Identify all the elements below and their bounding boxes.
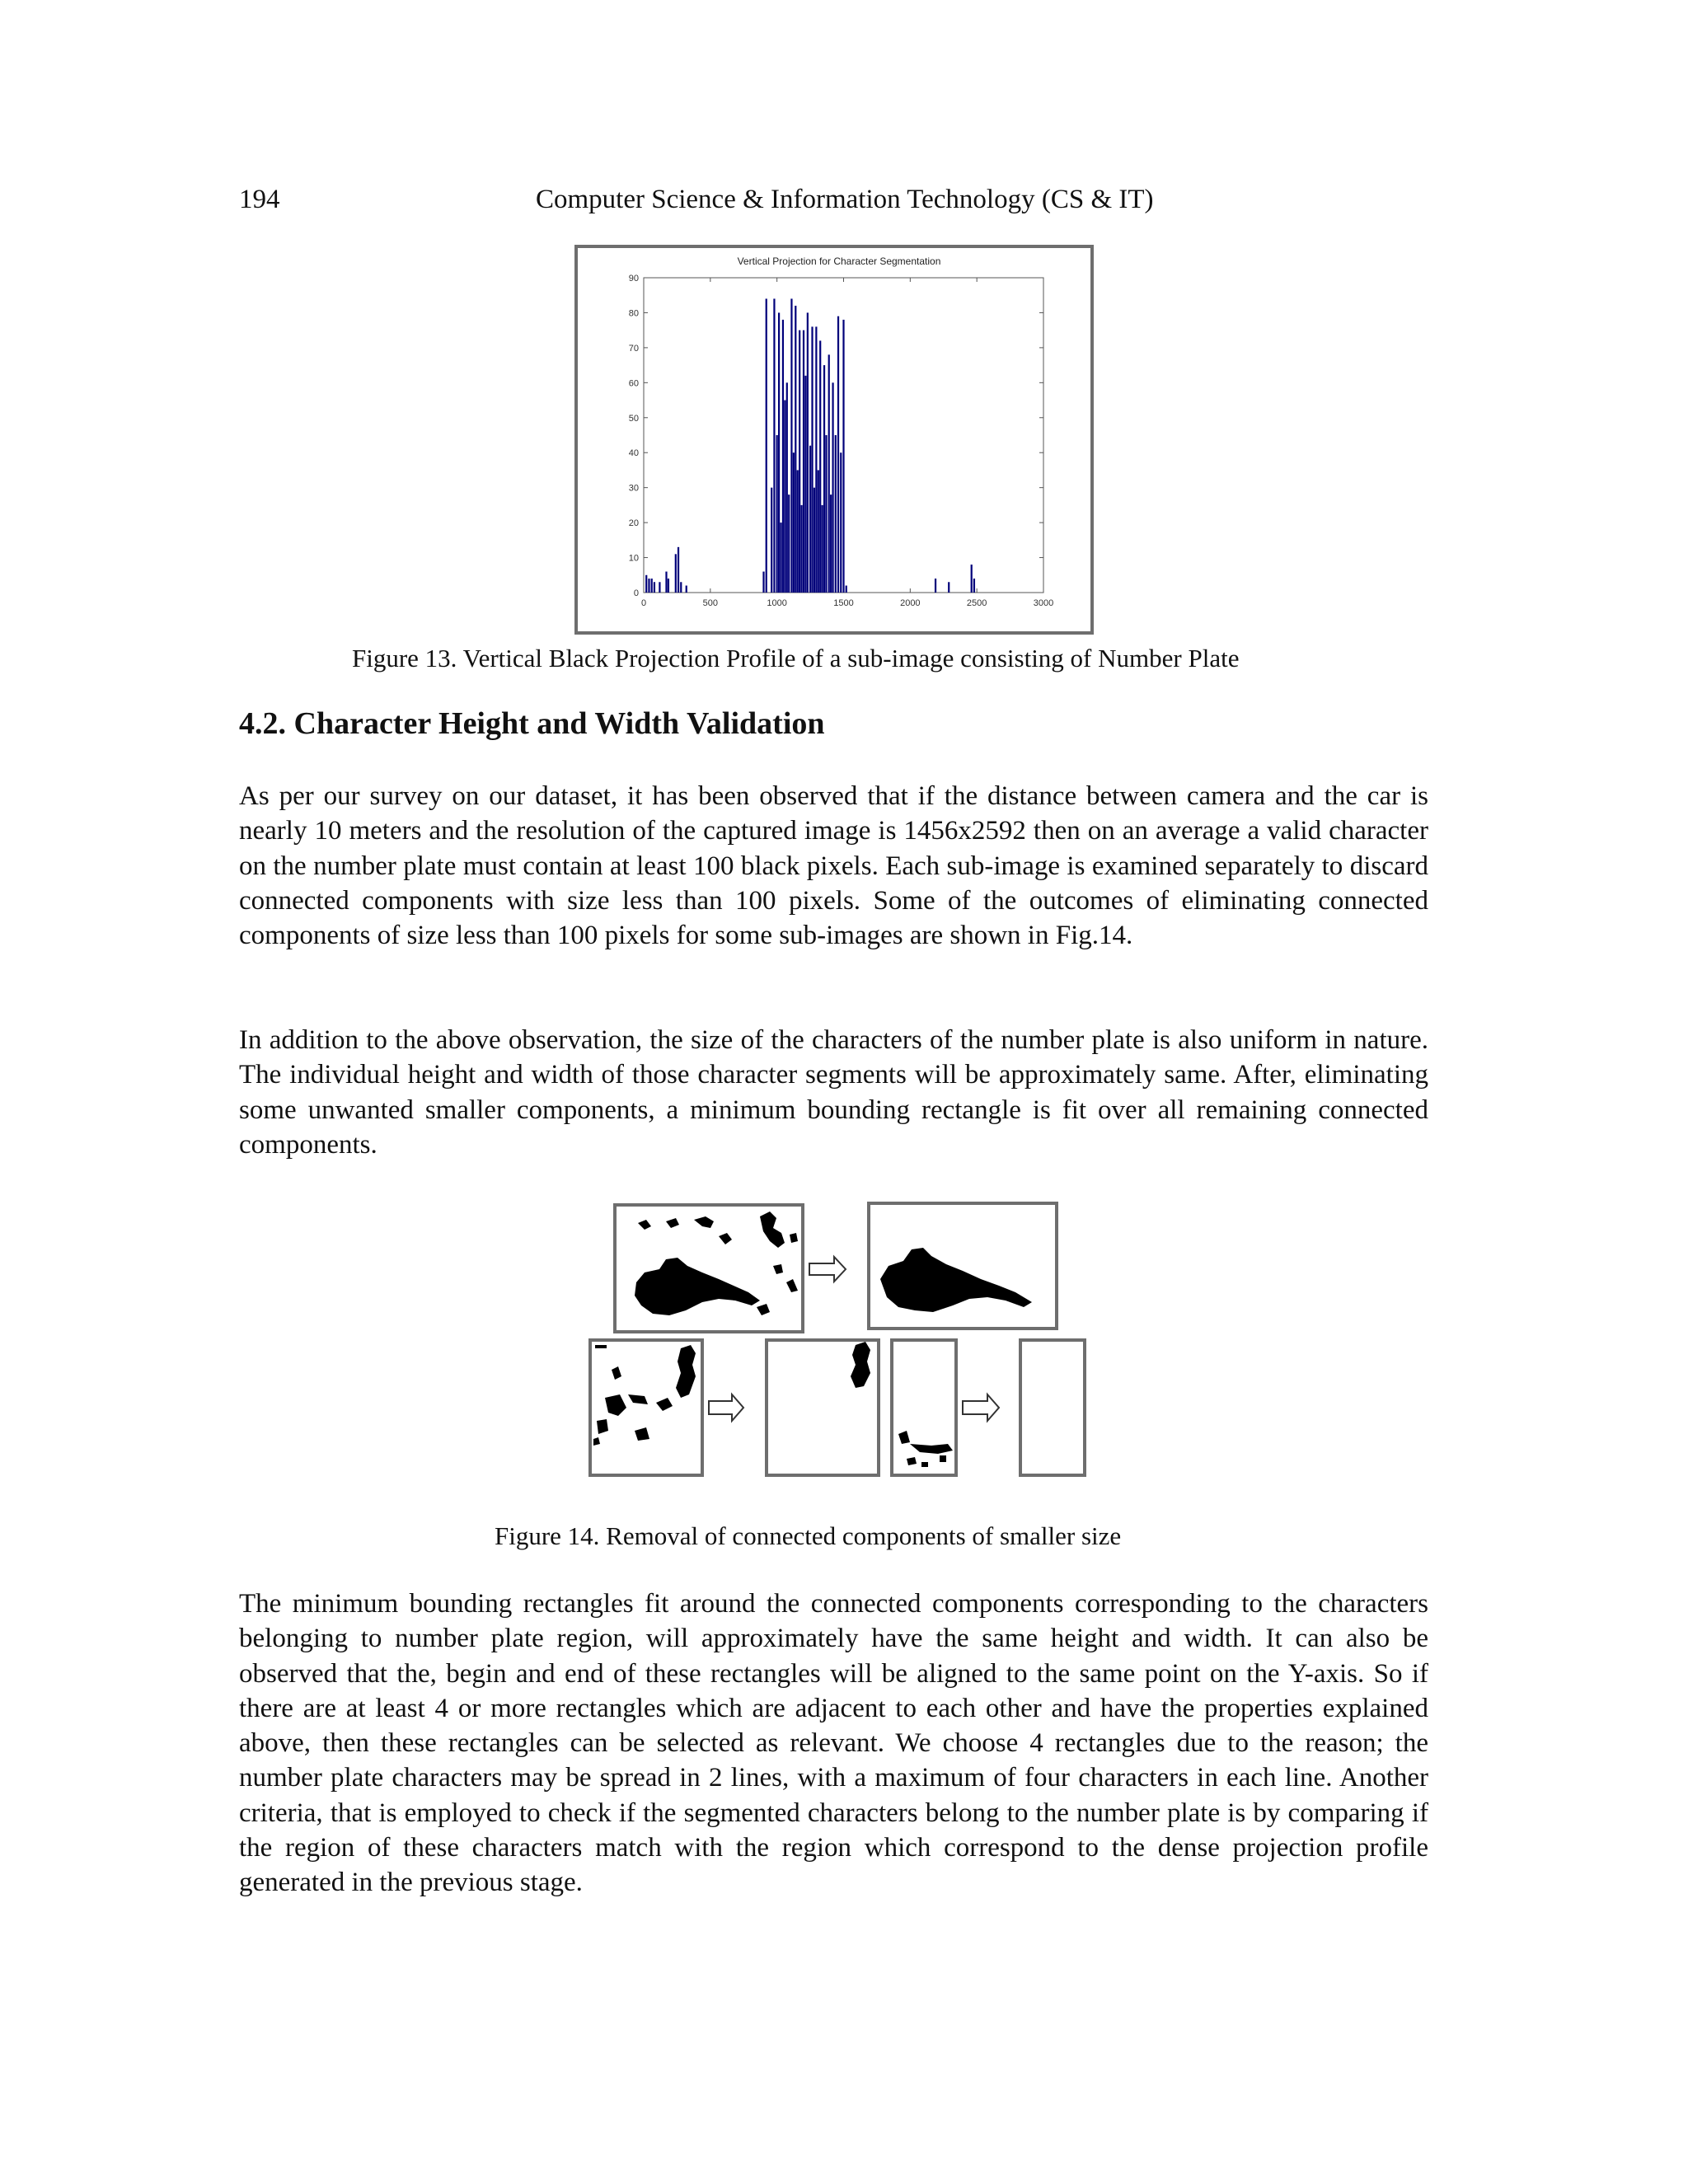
projection-bar bbox=[830, 494, 832, 593]
projection-bar bbox=[814, 488, 815, 593]
y-tick-label: 50 bbox=[628, 413, 639, 424]
projection-bar bbox=[771, 488, 772, 593]
projection-bar bbox=[842, 320, 844, 593]
projection-bar bbox=[807, 312, 809, 593]
top-before-panel bbox=[615, 1205, 803, 1332]
bottom-before-panel-2 bbox=[892, 1340, 956, 1475]
y-tick-label: 20 bbox=[628, 518, 639, 529]
x-tick-label: 0 bbox=[640, 598, 647, 608]
projection-bar bbox=[823, 365, 825, 593]
projection-bar bbox=[782, 320, 784, 593]
projection-bar bbox=[800, 505, 802, 593]
chart-title: Vertical Projection for Character Segmentation bbox=[737, 255, 941, 267]
projection-bar bbox=[818, 470, 819, 593]
projection-bar bbox=[778, 312, 780, 593]
projection-bar bbox=[686, 586, 687, 593]
projection-bar bbox=[835, 435, 837, 593]
x-tick-label: 1000 bbox=[767, 598, 787, 608]
projection-chart-svg bbox=[578, 248, 1090, 631]
bottom-after-panel-1 bbox=[767, 1340, 879, 1475]
projection-bar bbox=[766, 298, 767, 593]
projection-bar bbox=[788, 494, 790, 593]
projection-bar bbox=[804, 376, 806, 593]
projection-bar bbox=[971, 565, 973, 593]
projection-bar bbox=[797, 470, 799, 593]
figure-13-caption: Figure 13. Vertical Black Projection Profile of a sub-image consisting of Number Plate bbox=[352, 644, 1240, 673]
projection-bar bbox=[819, 340, 821, 593]
projection-bar bbox=[948, 582, 950, 593]
y-tick-label: 90 bbox=[628, 274, 639, 284]
page-number: 194 bbox=[239, 185, 280, 214]
projection-bar bbox=[668, 579, 669, 593]
projection-bar bbox=[665, 572, 667, 593]
projection-bar bbox=[678, 547, 679, 593]
running-header: Computer Science & Information Technology (CS & IT) bbox=[536, 185, 1154, 214]
projection-bar bbox=[786, 382, 788, 593]
y-tick-label: 70 bbox=[628, 343, 639, 354]
bottom-before-panel-1 bbox=[590, 1340, 702, 1475]
projection-bar bbox=[973, 579, 975, 593]
projection-bar bbox=[762, 572, 764, 593]
projection-bar bbox=[822, 505, 823, 593]
projection-bar bbox=[793, 452, 795, 593]
projection-bar bbox=[837, 316, 839, 593]
figure-14-caption: Figure 14. Removal of connected components of smaller size bbox=[495, 1521, 1122, 1550]
projection-bar bbox=[840, 452, 842, 593]
projection-bar bbox=[795, 306, 796, 593]
projection-bar bbox=[773, 298, 775, 593]
projection-bar bbox=[790, 298, 792, 593]
paragraph-3: The minimum bounding rectangles fit around the connected components corresponding to the characters belonging to number plate region, will approximately have the same height and width. It can also be observed that the, begin and end of these rectangles will be aligned to the same point on the Y-axis. So if there are at least 4 or more rectangles which are adjacent to each other and have the properties explained above, then these rectangles can be selected as relevant. We choose 4 rectangles due to the reason; the number plate characters may be spread in 2 lines, with a maximum of four characters in each line. Another criteria, that is employed to check if the segmented characters belong to the number plate is by comparing if the region of these characters match with the region which correspond to the dense projection profile generated in the previous stage. bbox=[239, 1589, 1428, 1898]
x-tick-label: 2500 bbox=[966, 598, 987, 608]
component-removal-svg bbox=[587, 1200, 1093, 1480]
figure-13-chart bbox=[574, 245, 1094, 635]
projection-bar bbox=[780, 523, 781, 593]
projection-bar bbox=[659, 582, 660, 593]
projection-bar bbox=[828, 354, 830, 593]
paragraph-1: As per our survey on our dataset, it has been observed that if the distance between camera and the car is nearly 10 meters and the resolution of the captured image is 1456x2592 then on an average a valid character on the number plate must contain at least 100 black pixels. Each sub-image is examined separately to discard connected components with size less than 100 pixels. Some of the outcomes of eliminating connected components of size less than 100 pixels for some sub-images are shown in Fig.14. bbox=[239, 781, 1428, 951]
projection-bar bbox=[645, 575, 647, 593]
y-tick-label: 30 bbox=[628, 483, 639, 494]
projection-bar bbox=[776, 435, 778, 593]
projection-bar bbox=[935, 579, 936, 593]
top-after-panel bbox=[869, 1203, 1057, 1329]
projection-bar bbox=[648, 579, 649, 593]
arrow-right-icon bbox=[809, 1257, 846, 1282]
projection-bar bbox=[654, 582, 655, 593]
projection-bar bbox=[832, 382, 833, 593]
paragraph-2: In addition to the above observation, the size of the characters of the number plate is also uniform in nature. The individual height and width of those character segments will be approximately same. After, eliminating some unwanted smaller components, a minimum bounding rectangle is fit over all remaining connected components. bbox=[239, 1025, 1428, 1160]
projection-bar bbox=[825, 435, 827, 593]
y-tick-label: 40 bbox=[628, 448, 639, 459]
projection-bar bbox=[846, 586, 847, 593]
projection-bar bbox=[811, 326, 813, 593]
section-heading: 4.2. Character Height and Width Validation bbox=[239, 706, 825, 741]
bottom-after-panel-2 bbox=[1020, 1340, 1085, 1475]
y-tick-label: 60 bbox=[628, 378, 639, 389]
projection-bar bbox=[799, 330, 800, 593]
projection-bar bbox=[651, 579, 653, 593]
x-tick-label: 500 bbox=[702, 598, 719, 608]
y-tick-label: 80 bbox=[628, 308, 639, 319]
projection-bar bbox=[815, 326, 817, 593]
y-tick-label: 0 bbox=[633, 588, 639, 598]
x-tick-label: 1500 bbox=[833, 598, 854, 608]
projection-bar bbox=[675, 554, 677, 593]
x-tick-label: 2000 bbox=[900, 598, 921, 608]
projection-bar bbox=[809, 446, 811, 593]
projection-bar bbox=[680, 582, 682, 593]
figure-14-illustration bbox=[587, 1200, 1093, 1480]
arrow-right-icon bbox=[709, 1394, 743, 1421]
projection-bar bbox=[803, 330, 804, 593]
x-tick-label: 3000 bbox=[1033, 598, 1054, 608]
arrow-right-icon bbox=[963, 1394, 999, 1421]
projection-bar bbox=[784, 401, 785, 593]
y-tick-label: 10 bbox=[628, 553, 639, 564]
